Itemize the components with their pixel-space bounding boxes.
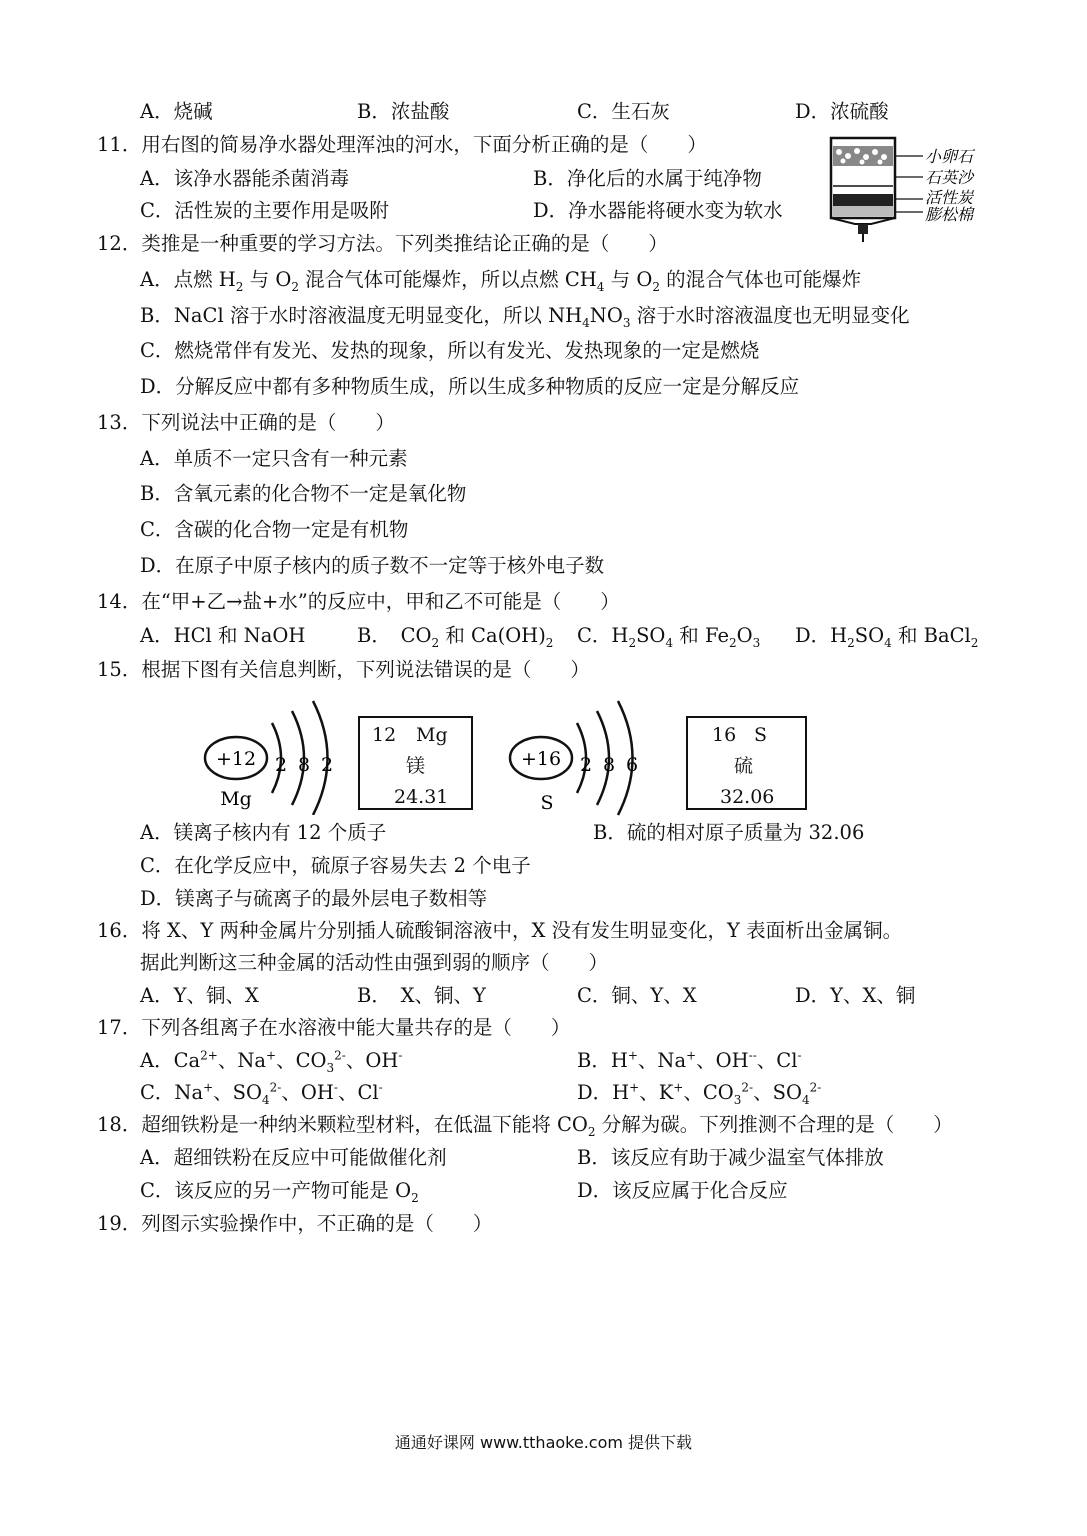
q19-stem: 19．列图示实验操作中，不正确的是（ ） <box>97 1212 493 1235</box>
q11-option-c: C．活性炭的主要作用是吸附 <box>140 199 389 222</box>
q12-option-b: B．NaCl 溶于水时溶液温度无明显变化，所以 $NH_4NO_3$ 溶于水时溶液温度也无明显变化 <box>140 304 910 330</box>
label-cotton: 膨松棉 <box>925 205 974 224</box>
q17-stem: 17．下列各组离子在水溶液中能大量共存的是（ ） <box>97 1016 571 1039</box>
s-shell-3-electrons: 6 <box>625 754 639 776</box>
q18-stem: 18．超细铁粉是一种纳米颗粒型材料，在低温下能将 $CO_2$ 分解为碳。下列推测不合理的是（ ） <box>97 1113 953 1139</box>
q12-option-c: C．燃烧常伴有发光、发热的现象，所以有发光、发热现象的一定是燃烧 <box>140 339 760 362</box>
q15-option-c: C．在化学反应中，硫原子容易失去 2 个电子 <box>140 854 531 877</box>
label-pebbles: 小卵石 <box>925 147 974 166</box>
s-element-symbol: S <box>754 724 768 746</box>
q13-option-a: A．单质不一定只含有一种元素 <box>140 447 408 470</box>
q14-option-c: C．$H_2SO_4$ 和 $Fe_2O_3$ <box>577 624 761 650</box>
mg-element-card <box>358 716 473 810</box>
q18-option-b: B．该反应有助于减少温室气体排放 <box>577 1146 884 1169</box>
q11-option-b: B．净化后的水属于纯净物 <box>533 167 762 190</box>
q13-option-d: D．在原子中原子核内的质子数不一定等于核外电子数 <box>140 554 605 577</box>
q17-option-a: A．$Ca^{2+}$、Na+、$CO_3^{2-}$、OH- <box>140 1048 403 1075</box>
q16-option-b: B． X、铜、Y <box>357 984 486 1007</box>
q14-stem: 14．在“甲+乙→盐+水”的反应中，甲和乙不可能是（ ） <box>97 590 620 613</box>
mg-element-name: 镁 <box>406 755 426 777</box>
q15-option-a: A．镁离子核内有 12 个质子 <box>140 821 387 844</box>
q13-stem: 13．下列说法中正确的是（ ） <box>97 411 395 434</box>
q15-option-b: B．硫的相对原子质量为 32.06 <box>593 821 865 844</box>
q12-stem: 12．类推是一种重要的学习方法。下列类推结论正确的是（ ） <box>97 232 668 255</box>
mg-element-symbol: Mg <box>416 724 448 746</box>
q17-option-b: B．H+、Na+、OH--、Cl- <box>577 1048 802 1072</box>
mg-shell-1-electrons: 2 <box>274 754 288 776</box>
q14-option-d: D．$H_2SO_4$ 和 BaCl$_2$ <box>795 624 979 650</box>
q13-option-c: C．含碳的化合物一定是有机物 <box>140 518 409 541</box>
s-shell-2-electrons: 8 <box>602 754 616 776</box>
q17-option-c: C．Na+、$SO_4^{2-}$、OH-、Cl- <box>140 1080 383 1107</box>
q18-option-d: D．该反应属于化合反应 <box>577 1179 788 1202</box>
q10-option-d: D．浓硫酸 <box>795 100 889 123</box>
q14-option-a: A．HCl 和 NaOH <box>140 624 306 647</box>
q10-option-a: A．烧碱 <box>140 100 213 123</box>
page-footer: 通通好课网 www.tthaoke.com 提供下载 <box>394 1433 693 1452</box>
q11-stem: 11．用右图的简易净水器处理浑浊的河水，下面分析正确的是（ ） <box>97 133 707 156</box>
q12-option-a: A．点燃 $H_2$ 与 $O_2$ 混合气体可能爆炸，所以点燃 $CH_4$ 与 $O_2$ 的混合气体也可能爆炸 <box>140 268 862 294</box>
s-atomic-number: 16 <box>712 724 737 746</box>
q15-stem: 15．根据下图有关信息判断，下列说法错误的是（ ） <box>97 658 590 681</box>
mg-atom-symbol: Mg <box>220 788 252 810</box>
q18-option-a: A．超细铁粉在反应中可能做催化剂 <box>140 1146 447 1169</box>
s-nucleus-charge: +16 <box>520 748 562 770</box>
water-purifier-figure <box>825 132 1000 244</box>
q13-option-b: B．含氧元素的化合物不一定是氧化物 <box>140 482 467 505</box>
q16-option-d: D．Y、X、铜 <box>795 984 916 1007</box>
label-activated-carbon: 活性炭 <box>925 188 974 207</box>
s-atom-symbol: S <box>540 792 554 814</box>
mg-shell-2-electrons: 8 <box>297 754 311 776</box>
q10-option-c: C．生石灰 <box>577 100 670 123</box>
q12-option-d: D．分解反应中都有多种物质生成，所以生成多种物质的反应一定是分解反应 <box>140 375 800 398</box>
mg-atom-structure <box>200 695 345 815</box>
q16-option-c: C．铜、Y、X <box>577 984 697 1007</box>
s-element-name: 硫 <box>734 755 754 777</box>
s-shell-1-electrons: 2 <box>579 754 593 776</box>
q17-option-d: D．H+、K+、$CO_3^{2-}$、$SO_4^{2-}$ <box>577 1080 822 1107</box>
q10-option-b: B．浓盐酸 <box>357 100 450 123</box>
s-element-card <box>686 716 807 810</box>
q16-stem-line-1: 16．将 X、Y 两种金属片分别插人硫酸铜溶液中，X 没有发生明显变化，Y 表面析出金属铜。 <box>97 919 903 942</box>
q18-option-c: C．该反应的另一产物可能是 $O_2$ <box>140 1179 419 1205</box>
mg-nucleus-charge: +12 <box>215 748 257 770</box>
mg-atomic-mass: 24.31 <box>394 786 449 808</box>
q11-option-d: D．净水器能将硬水变为软水 <box>533 199 783 222</box>
label-quartz-sand: 石英沙 <box>925 168 974 187</box>
q16-stem-line-2: 据此判断这三种金属的活动性由强到弱的顺序（ ） <box>140 951 609 974</box>
s-atom-structure <box>505 695 655 820</box>
q16-option-a: A．Y、铜、X <box>140 984 259 1007</box>
s-atomic-mass: 32.06 <box>720 786 775 808</box>
q15-option-d: D．镁离子与硫离子的最外层电子数相等 <box>140 887 488 910</box>
mg-atomic-number: 12 <box>372 724 397 746</box>
q14-option-b: B． $CO_2$ 和 $Ca(OH)_2$ <box>357 624 554 650</box>
mg-shell-3-electrons: 2 <box>320 754 334 776</box>
q11-option-a: A．该净水器能杀菌消毒 <box>140 167 350 190</box>
